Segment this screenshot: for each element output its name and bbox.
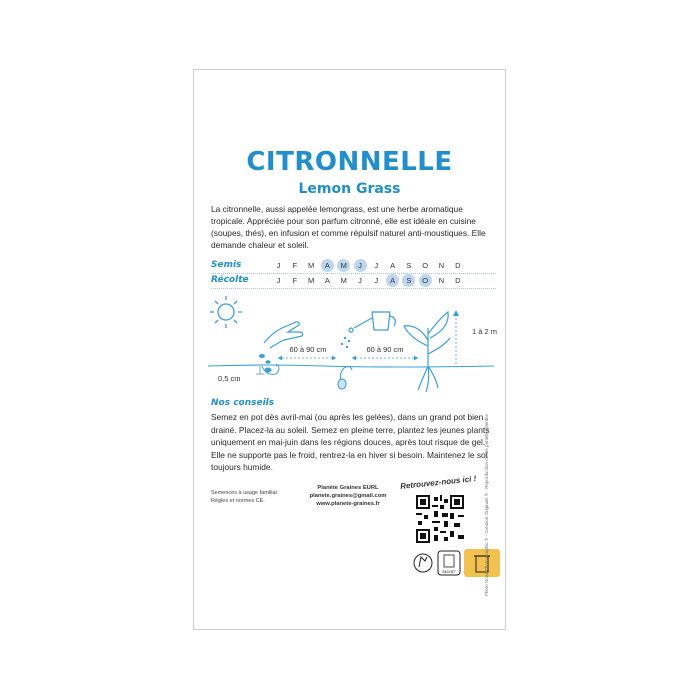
spacing-2-label: 60 à 90 cm <box>366 345 404 354</box>
month-recolte-11: N <box>438 276 445 285</box>
month-semis-3: M <box>307 261 315 270</box>
usage-line-2: Règles et normes CE. <box>211 497 265 504</box>
month-recolte-4: A <box>324 276 330 285</box>
month-semis-9: S <box>406 261 412 270</box>
month-semis-5: M <box>337 259 350 272</box>
sachet-icon <box>438 551 460 575</box>
conseils-text: Semez en pot dès avril-mai (ou après les gelées), dans un grand pot bien drainé. Placez-la au soleil. Semez en pleine terre, plantez les jeunes plants uniquement en mai-juin dans les régions douces, après tout risque de gel. Elle ne supporte pas le froid, rentrez-la en hiver si besoin. Maintenez le sol toujours humide. <box>211 412 490 472</box>
qr-code-icon[interactable] <box>416 495 464 543</box>
month-semis-11: N <box>438 261 445 270</box>
month-recolte-12: D <box>455 276 461 285</box>
company-website[interactable]: www.planete-graines.fr <box>316 501 380 507</box>
retrouvez-text: Retrouvez-nous ici ! <box>399 474 477 491</box>
semis-label: Semis <box>211 260 242 270</box>
month-recolte-3: M <box>307 276 315 285</box>
plant-icon <box>404 312 450 392</box>
sprout-icon <box>338 366 352 389</box>
seed-icon <box>259 354 271 364</box>
usage-line-1: Semences à usage familial. <box>211 490 279 496</box>
seed-packet <box>193 69 506 630</box>
product-title: CITRONNELLE <box>246 147 453 177</box>
month-semis-12: D <box>455 261 461 270</box>
month-recolte-6: J <box>358 276 362 285</box>
month-semis-7: J <box>374 261 379 270</box>
spacing-1-label: 60 à 90 cm <box>289 345 327 354</box>
month-recolte-7: J <box>374 276 379 285</box>
conseils-title: Nos conseils <box>211 398 275 408</box>
month-recolte-1: J <box>276 276 281 285</box>
water-drops-icon <box>341 337 350 348</box>
side-credit: Photo Nova/Photo-Graphic ® - Création Originale ® - Reproduction même partielle interdite <box>484 414 489 596</box>
product-description: La citronnelle, aussi appelée lemongrass, est une herbe aromatique tropicale. Appréciée pour son parfum citronné, elle est idéale en cuisine (soupes, thés), en infusion et comme répulsif naturel anti-moustiques. Elle demande chaleur et soleil. <box>211 204 486 250</box>
planting-illustration <box>204 288 499 398</box>
month-recolte-2: F <box>292 276 298 285</box>
month-semis-1: J <box>276 261 281 270</box>
company-info <box>298 484 398 508</box>
depth-label: 0,5 cm <box>218 374 241 383</box>
sun-icon <box>210 296 242 328</box>
month-recolte-5: M <box>340 276 347 285</box>
company-name: Planète Graines EURL <box>317 485 379 491</box>
month-semis-10: O <box>422 261 429 270</box>
recolte-calendar-row <box>211 274 496 288</box>
month-recolte-8: A <box>386 274 399 287</box>
height-label: 1 à 2 m <box>472 327 498 336</box>
month-recolte-10: O <box>419 274 432 287</box>
semis-calendar-row <box>211 259 496 273</box>
usage-notice <box>211 490 301 505</box>
watering-can-icon <box>349 312 395 332</box>
company-email[interactable]: planete.graines@gmail.com <box>309 493 387 499</box>
recycling-bin-icon <box>464 549 500 577</box>
month-recolte-9: S <box>402 274 415 287</box>
month-semis-6: J <box>354 259 367 272</box>
month-semis-8: A <box>390 261 396 270</box>
triman-icon <box>414 554 432 572</box>
month-semis-4: A <box>321 259 334 272</box>
month-semis-2: F <box>292 261 298 270</box>
sachet-label: SACHET <box>442 570 456 574</box>
recolte-label: Récolte <box>211 275 249 285</box>
product-subtitle: Lemon Grass <box>298 181 401 197</box>
ground-line <box>208 365 494 367</box>
